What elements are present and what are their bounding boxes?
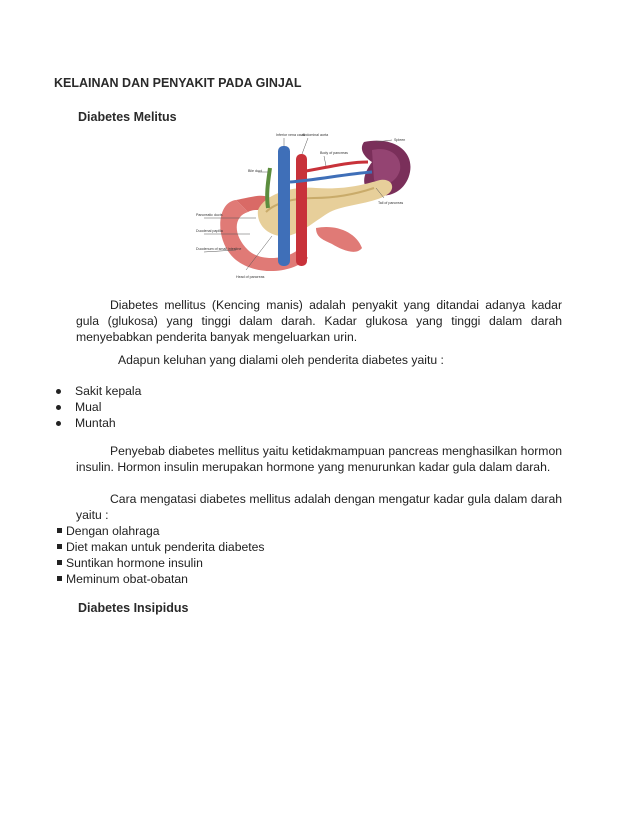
paragraph-treatment-intro: Cara mengatasi diabetes mellitus adalah dengan mengatur kadar gula dalam darah yaitu : — [76, 492, 562, 522]
label-inferior-vena-cava: Inferior vena cava — [276, 133, 305, 137]
label-body-of-pancreas: Body of pancreas — [320, 151, 348, 155]
label-pancreatic-ducts: Pancreatic ducts — [196, 213, 223, 217]
square-bullet-icon — [57, 576, 62, 581]
label-head-of-pancreas: Head of pancreas — [236, 275, 265, 279]
paragraph-definition: Diabetes mellitus (Kencing manis) adalah penyakit yang ditandai adanya kadar gula (glukosa) yang tinggi dalam darah. Kadar glukosa yang tinggi dalam darah menyebabkan penderita banyak mengeluarkan urin. — [76, 298, 562, 344]
paragraph-symptoms-intro: Adapun keluhan yang dialami oleh penderita diabetes yaitu : — [118, 353, 444, 367]
label-duodenum: Duodenum of small intestine — [196, 247, 242, 251]
square-bullet-icon — [57, 528, 62, 533]
label-abdominal-aorta: Abdominal aorta — [302, 133, 329, 137]
document-title: KELAINAN DAN PENYAKIT PADA GINJAL — [54, 76, 302, 90]
label-spleen: Spleen — [394, 138, 406, 142]
bullet-icon — [56, 421, 61, 426]
section-heading-diabetes-melitus: Diabetes Melitus — [78, 110, 177, 124]
section-heading-diabetes-insipidus: Diabetes Insipidus — [78, 601, 189, 615]
label-bile-duct: Bile duct — [248, 169, 262, 173]
paragraph-cause: Penyebab diabetes mellitus yaitu ketidakmampuan pancreas menghasilkan hormon insulin. Hormon insulin merupakan hormone yang menurunkan kadar gula dalam darah. — [76, 444, 562, 474]
square-bullet-icon — [57, 544, 62, 549]
square-bullet-icon — [57, 560, 62, 565]
pancreas-illustration — [196, 132, 424, 284]
bullet-icon — [56, 389, 61, 394]
label-duodenal-papilla: Duodenal papilla — [196, 229, 223, 233]
label-tail-of-pancreas: Tail of pancreas — [378, 201, 404, 205]
bullet-icon — [56, 405, 61, 410]
